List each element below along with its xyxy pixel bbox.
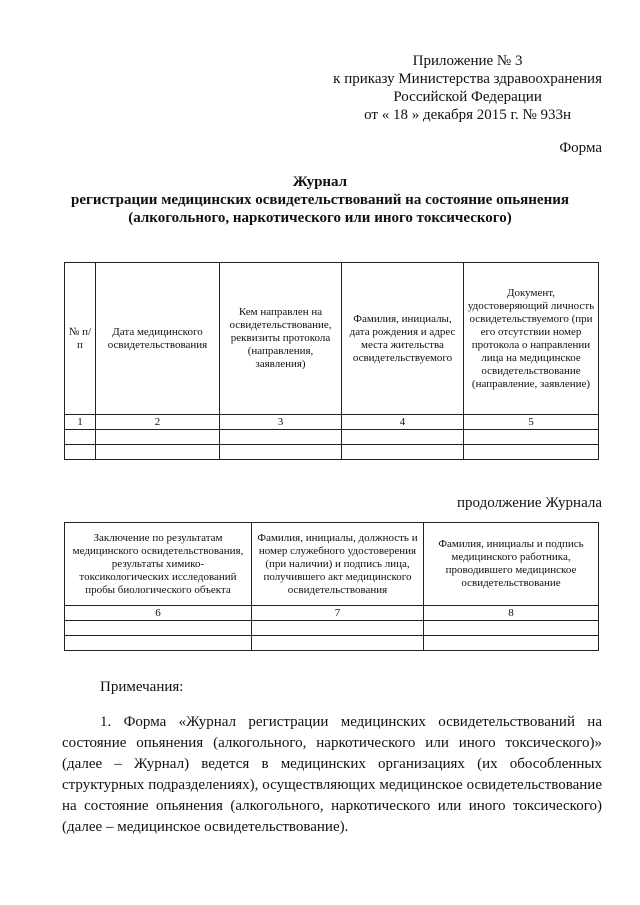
table-number-row bbox=[65, 606, 599, 621]
table-cell bbox=[65, 621, 252, 636]
table-cell bbox=[252, 621, 424, 636]
table-cell bbox=[424, 636, 599, 651]
title-line-3: (алкогольного, наркотического или иного токсического) bbox=[128, 210, 512, 226]
table-cell bbox=[65, 445, 96, 460]
table-header-row bbox=[65, 523, 599, 606]
table-cell bbox=[464, 445, 599, 460]
table-cell bbox=[65, 636, 252, 651]
table-cell bbox=[424, 621, 599, 636]
title-line-2: регистрации медицинских освидетельствований на состояние опьянения bbox=[71, 192, 569, 208]
header-recipient: Фамилия, инициалы, должность и номер служебного удостоверения (при наличии) и подпись лица, получившего акт медицинского освидетельствования bbox=[252, 523, 424, 606]
column-number: 4 bbox=[342, 415, 464, 430]
column-number: 8 bbox=[424, 606, 599, 621]
table-row bbox=[65, 445, 599, 460]
continuation-label: продолжение Журнала bbox=[457, 495, 602, 511]
table-row bbox=[65, 636, 599, 651]
header-identity-document: Документ, удостоверяющий личность освидетельствуемого (при его отсутствии номер протокола о направлении лица на медицинское освидетельствование (направление, заявление) bbox=[464, 263, 599, 415]
form-label: Форма bbox=[559, 140, 602, 156]
table-cell bbox=[252, 636, 424, 651]
header-medical-worker: Фамилия, инициалы и подпись медицинского работника, проводившего медицинское освидетельствование bbox=[424, 523, 599, 606]
title-line-1: Журнал bbox=[292, 174, 348, 190]
table-cell bbox=[464, 430, 599, 445]
table-cell bbox=[96, 430, 220, 445]
journal-continuation-table bbox=[64, 522, 599, 651]
table-cell bbox=[220, 430, 342, 445]
column-number: 3 bbox=[220, 415, 342, 430]
table-number-row bbox=[65, 415, 599, 430]
table-row bbox=[65, 621, 599, 636]
appendix-order-ref: к приказу Министерства здравоохранения bbox=[333, 71, 602, 87]
column-number: 6 bbox=[65, 606, 252, 621]
appendix-date: от « 18 » декабря 2015 г. № 933н bbox=[364, 107, 572, 123]
column-number: 5 bbox=[464, 415, 599, 430]
document-title bbox=[0, 173, 640, 227]
table-row bbox=[65, 430, 599, 445]
table-cell bbox=[342, 430, 464, 445]
column-number: 2 bbox=[96, 415, 220, 430]
table-cell bbox=[342, 445, 464, 460]
header-subject-name: Фамилия, инициалы, дата рождения и адрес места жительства освидетельствуемого bbox=[342, 263, 464, 415]
table-header-row bbox=[65, 263, 599, 415]
table-cell bbox=[220, 445, 342, 460]
notes-heading: Примечания: bbox=[100, 679, 184, 695]
appendix-country: Российской Федерации bbox=[393, 89, 542, 105]
journal-table bbox=[64, 262, 599, 460]
table-cell bbox=[65, 430, 96, 445]
column-number: 1 bbox=[65, 415, 96, 430]
appendix-number: Приложение № 3 bbox=[412, 53, 523, 69]
column-number: 7 bbox=[252, 606, 424, 621]
header-exam-date: Дата медицинского освидетельствования bbox=[96, 263, 220, 415]
header-row-number: № п/п bbox=[65, 263, 96, 415]
header-conclusion: Заключение по результатам медицинского освидетельствования, результаты химико-токсикологических исследований пробы биологического объекта bbox=[65, 523, 252, 606]
table-cell bbox=[96, 445, 220, 460]
appendix-header bbox=[333, 52, 602, 124]
header-referred-by: Кем направлен на освидетельствование, реквизиты протокола (направления, заявления) bbox=[220, 263, 342, 415]
notes-paragraph-1: 1. Форма «Журнал регистрации медицинских освидетельствований на состояние опьянения (алкогольного, наркотического или иного токсического)» (далее – Журнал) ведется в медицинских организациях (их обособленных структурных подразделениях), осуществляющих медицинское освидетельствование на состояние опьянения (алкогольного, наркотического или иного токсического) (далее – медицинское освидетельствование). bbox=[62, 714, 602, 835]
